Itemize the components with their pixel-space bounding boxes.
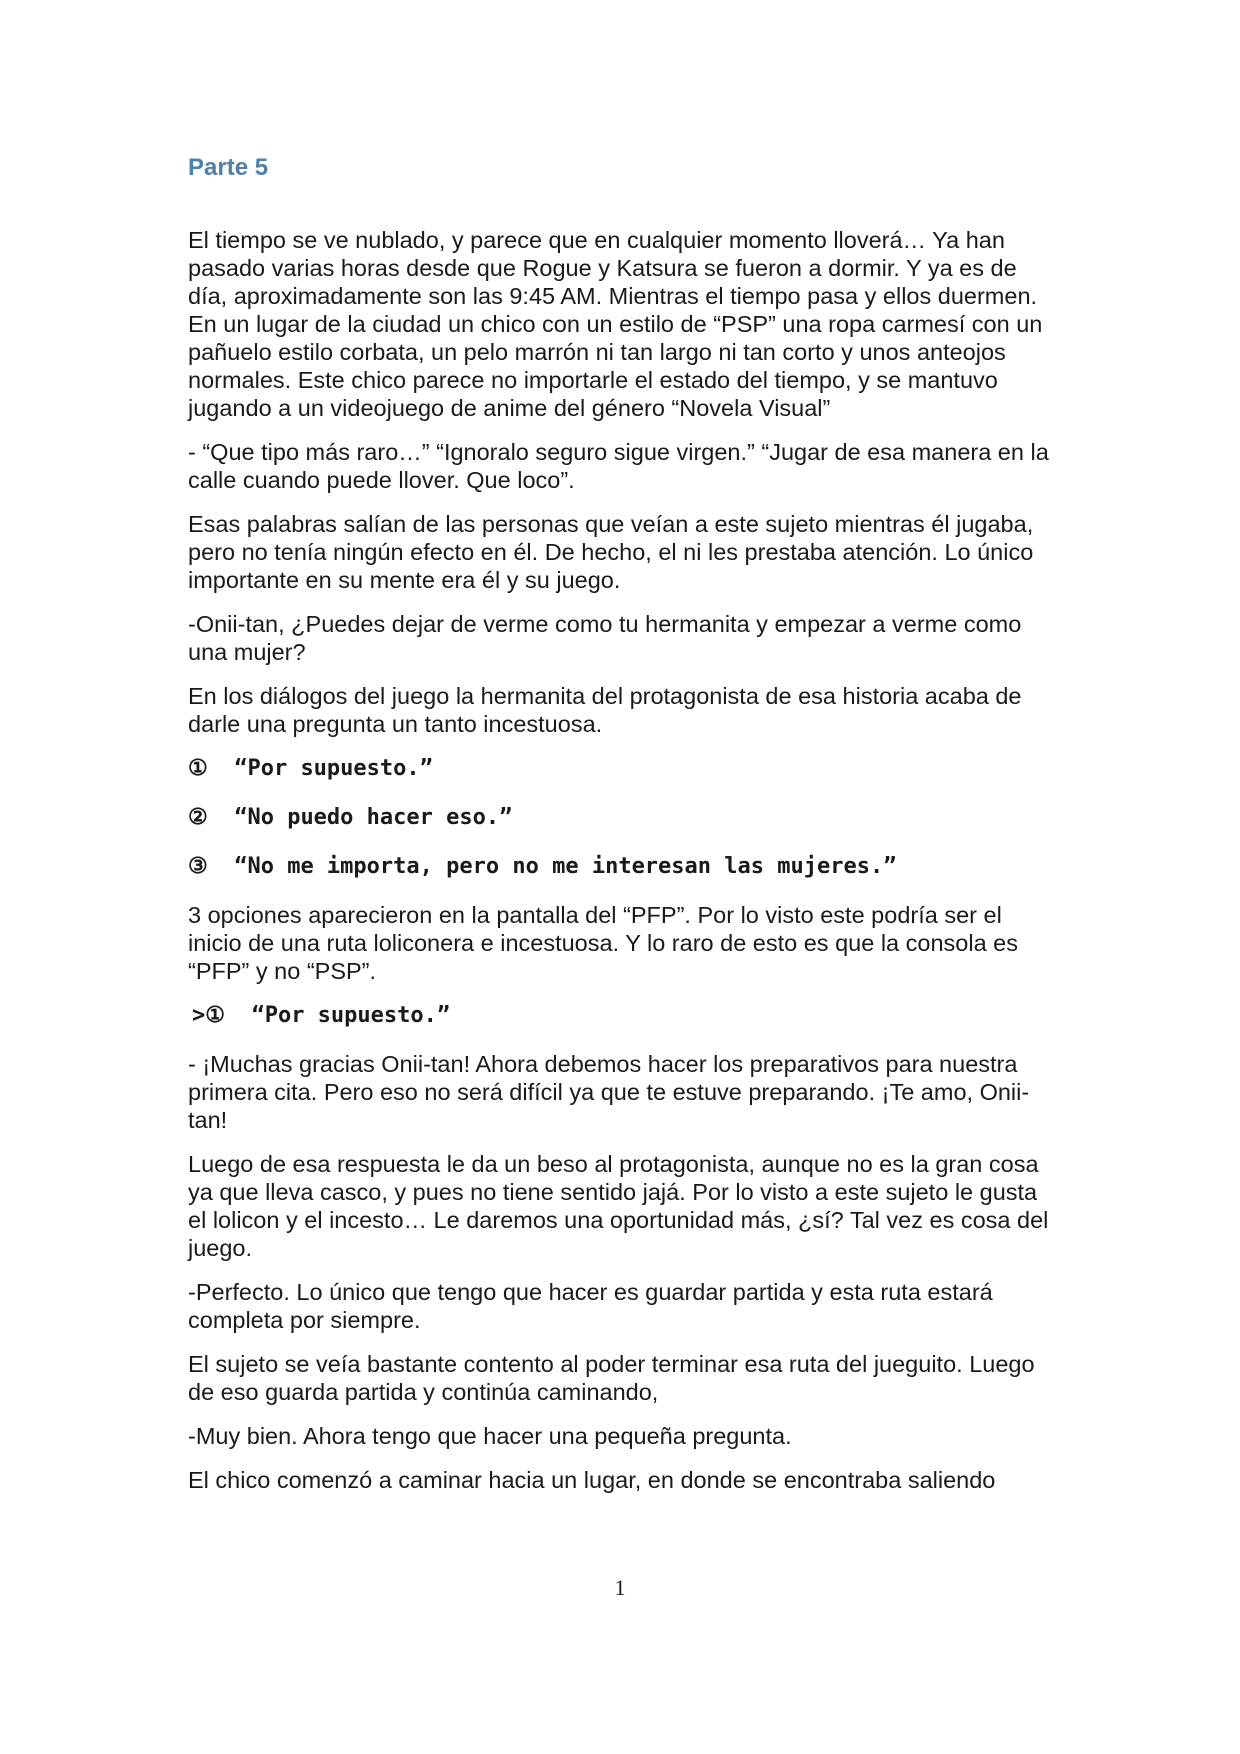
section-heading: Parte 5 xyxy=(188,154,269,181)
dialogue-paragraph: - ¡Muchas gracias Onii-tan! Ahora debemos hacer los preparativos para nuestra primera cita. Pero eso no será difícil ya que te estuve preparando. ¡Te amo, Onii-tan! xyxy=(188,1051,1030,1133)
paragraph: Esas palabras salían de las personas que veían a este sujeto mientras él jugaba, pero no tenía ningún efecto en él. De hecho, el ni les prestaba atención. Lo único importante en su mente era él y su juego. xyxy=(188,511,1034,593)
paragraph: El tiempo se ve nublado, y parece que en cualquier momento lloverá… Ya han pasado varias horas desde que Rogue y Katsura se fueron a dormir. Y ya es de día, aproximadamente son las 9:45 AM. Mientras el tiempo pasa y ellos duermen. En un lugar de la ciudad un chico con un estilo de “PSP” una ropa carmesí con un pañuelo estilo corbata, un pelo marrón ni tan largo ni tan corto y unos anteojos normales. Este chico parece no importarle el estado del tiempo, y se mantuvo jugando a un videojuego de anime del género “Novela Visual” xyxy=(188,227,1043,421)
page-content xyxy=(188,150,1058,1510)
dialogue-paragraph: -Onii-tan, ¿Puedes dejar de verme como tu hermanita y empezar a verme como una mujer? xyxy=(188,611,1022,665)
game-option-1: ① “Por supuesto.” xyxy=(188,756,433,781)
game-option-3: ③ “No me importa, pero no me interesan las mujeres.” xyxy=(188,854,897,879)
paragraph: El sujeto se veía bastante contento al poder terminar esa ruta del jueguito. Luego de eso guarda partida y continúa caminando, xyxy=(188,1351,1035,1405)
paragraph: En los diálogos del juego la hermanita del protagonista de esa historia acaba de darle una pregunta un tanto incestuosa. xyxy=(188,683,1022,737)
dialogue-paragraph: -Perfecto. Lo único que tengo que hacer es guardar partida y esta ruta estará completa por siempre. xyxy=(188,1279,993,1333)
dialogue-paragraph: -Muy bien. Ahora tengo que hacer una pequeña pregunta. xyxy=(188,1423,792,1449)
paragraph: Luego de esa respuesta le da un beso al protagonista, aunque no es la gran cosa ya que lleva casco, y pues no tiene sentido jajá. Por lo visto a este sujeto le gusta el lolicon y el incesto… Le daremos una oportunidad más, ¿sí? Tal vez es cosa del juego. xyxy=(188,1151,1049,1261)
dialogue-paragraph: - “Que tipo más raro…” “Ignoralo seguro sigue virgen.” “Jugar de esa manera en la calle cuando puede llover. Que loco”. xyxy=(188,439,1049,493)
page-number: 1 xyxy=(614,1575,626,1600)
paragraph: 3 opciones aparecieron en la pantalla del “PFP”. Por lo visto este podría ser el inicio de una ruta loliconera e incestuosa. Y lo raro de esto es que la consola es “PFP” y no “PSP”. xyxy=(188,902,1018,984)
paragraph: El chico comenzó a caminar hacia un lugar, en donde se encontraba saliendo xyxy=(188,1467,996,1493)
selected-game-option: >① “Por supuesto.” xyxy=(192,1003,451,1028)
game-option-2: ② “No puedo hacer eso.” xyxy=(188,805,513,830)
